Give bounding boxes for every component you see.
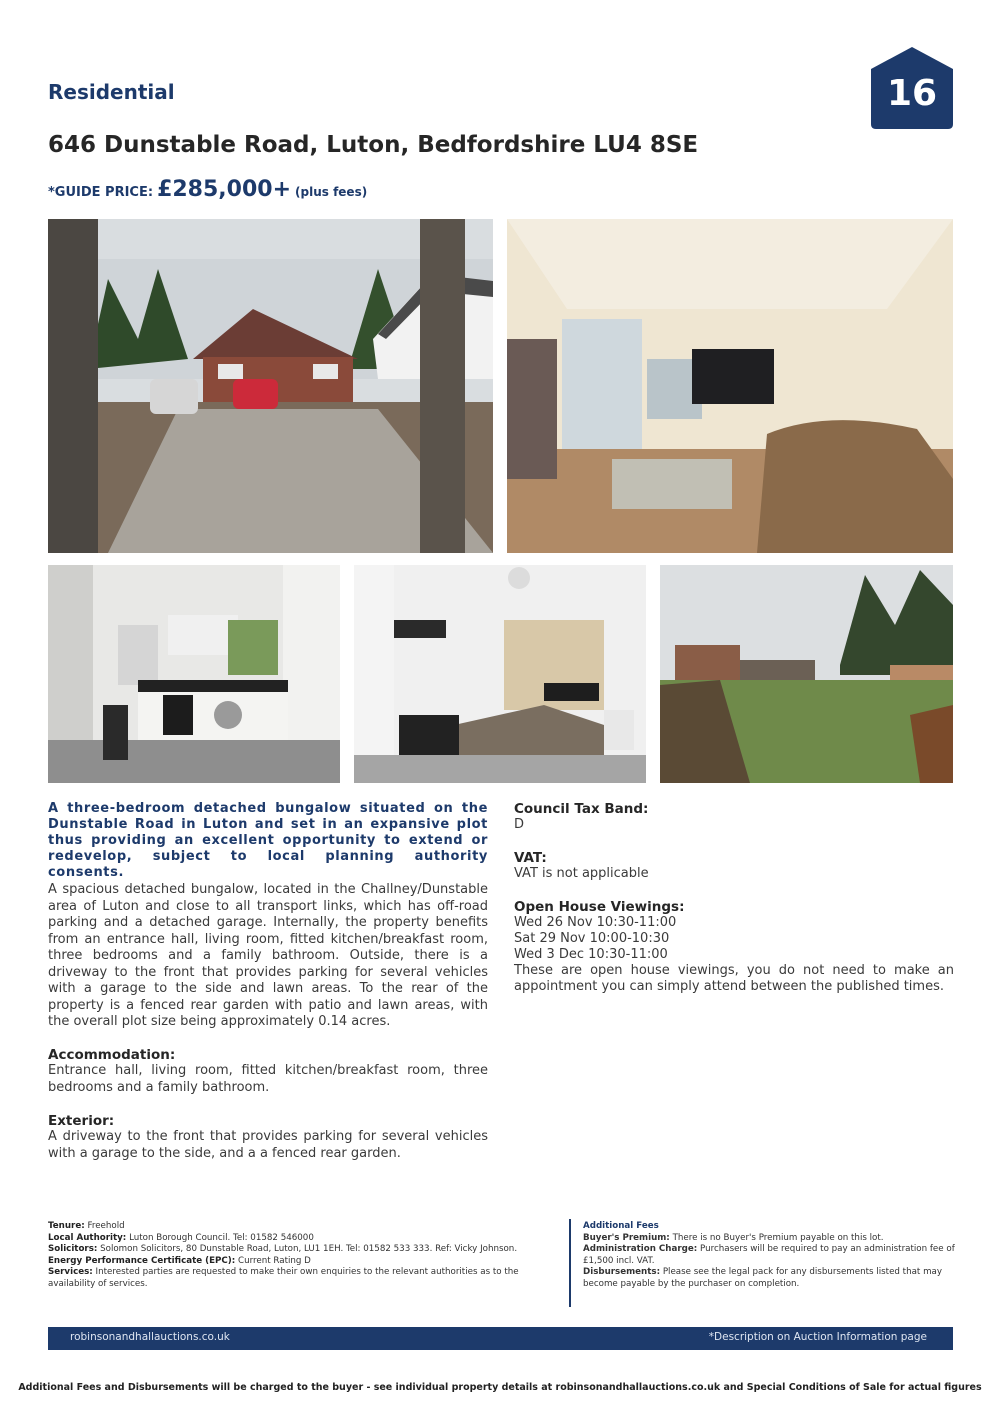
tenure-row [48,1221,558,1233]
council-tax-value: D [514,817,525,832]
guide-price-label: *GUIDE PRICE: [48,185,154,200]
vat-heading: VAT: [514,850,547,866]
additional-fees [583,1221,955,1290]
viewings-heading: Open House Viewings: [514,899,685,915]
admin-row [583,1244,955,1267]
viewing-date: Sat 29 Nov 10:00-10:30 [514,931,670,946]
photo-living-room [507,219,953,553]
property-info [48,1221,558,1290]
epc-value: Current Rating D [238,1255,311,1266]
tenure-value: Freehold [87,1221,125,1231]
disbursements-row [583,1267,955,1290]
bottom-disclaimer: Additional Fees and Disbursements will be charged to the buyer - see individual property details at robinsonandhallauctions.co.uk and Special Conditions of Sale for actual figures [18,1382,982,1393]
footer-bar [48,1327,953,1350]
services-label: Services: [48,1267,93,1277]
disbursements-label: Disbursements: [583,1267,661,1277]
guide-price [48,177,367,202]
info-divider [569,1219,571,1307]
authority-value: Luton Borough Council. Tel: 01582 546000 [129,1232,314,1243]
guide-price-value: £285,000+ [157,177,292,202]
services-value: Interested parties are requested to make their own enquiries to the relevant authorities as to the availability of services. [48,1267,519,1289]
lot-number: 16 [886,73,938,114]
premium-value: There is no Buyer's Premium payable on this lot. [672,1232,884,1243]
fees-heading: Additional Fees [583,1221,659,1231]
photo-bedroom [354,565,646,783]
authority-label: Local Authority: [48,1232,127,1243]
exterior-heading: Exterior: [48,1113,115,1129]
property-description: A spacious detached bungalow, located in the Challney/Dunstable area of Luton and close to all transport links, which has off-road parking and a detached garage. Internally, the property benefits from an entrance hall, living room, fitted kitchen/breakfast room, three bedrooms and a family bathroom. Outside, there is a driveway to the front that provides parking for several vehicles with a garage to the side and lawn areas. To the rear of the property is a fenced rear garden with patio and lawn areas, with the overall plot size being approximately 0.14 acres. [48,882,488,1029]
photo-rear-garden [660,565,953,783]
footer-url-link[interactable]: robinsonandhallauctions.co.uk [70,1331,230,1343]
tenure-label: Tenure: [48,1221,85,1231]
solicitors-row [48,1244,558,1256]
exterior-text: A driveway to the front that provides parking for several vehicles with a garage to the side, and a a fenced rear garden. [48,1129,488,1161]
viewing-date: Wed 3 Dec 10:30-11:00 [514,947,668,962]
services-row [48,1267,558,1290]
photo-exterior-front [48,219,493,553]
guide-price-fees: (plus fees) [295,185,368,199]
category-heading: Residential [48,80,175,104]
viewing-date: Wed 26 Nov 10:30-11:00 [514,915,677,930]
admin-value: Purchasers will be required to pay an administration fee of £1,500 incl. VAT. [583,1244,955,1266]
solicitors-value: Solomon Solicitors, 80 Dunstable Road, Luton, LU1 1EH. Tel: 01582 533 333. Ref: Vicky Johnson. [100,1244,518,1254]
accommodation-heading: Accommodation: [48,1047,176,1063]
admin-label: Administration Charge: [583,1244,698,1254]
authority-row [48,1233,558,1245]
premium-row [583,1233,955,1245]
epc-label: Energy Performance Certificate (EPC): [48,1255,236,1266]
premium-label: Buyer's Premium: [583,1232,670,1243]
lot-badge [871,47,953,129]
photo-kitchen [48,565,340,783]
council-tax-heading: Council Tax Band: [514,801,649,817]
solicitors-label: Solicitors: [48,1244,98,1254]
accommodation-text: Entrance hall, living room, fitted kitchen/breakfast room, three bedrooms and a family bathroom. [48,1063,488,1095]
disbursements-value: Please see the legal pack for any disbursements listed that may become payable by the purchaser on completion. [583,1267,943,1289]
epc-row [48,1256,558,1268]
vat-section [514,850,954,882]
viewings-note: These are open house viewings, you do not need to make an appointment you can simply attend between the published times. [514,963,954,994]
lead-summary: A three-bedroom detached bungalow situated on the Dunstable Road in Luton and set in an expansive plot thus providing an excellent opportunity to extend or redevelop, subject to local planning authority consents. [48,801,488,880]
council-tax-section [514,801,954,833]
property-address: 646 Dunstable Road, Luton, Bedfordshire LU4 8SE [48,132,699,158]
footer-note: *Description on Auction Information page [708,1331,927,1343]
vat-value: VAT is not applicable [514,866,649,881]
viewings-section [514,899,954,995]
